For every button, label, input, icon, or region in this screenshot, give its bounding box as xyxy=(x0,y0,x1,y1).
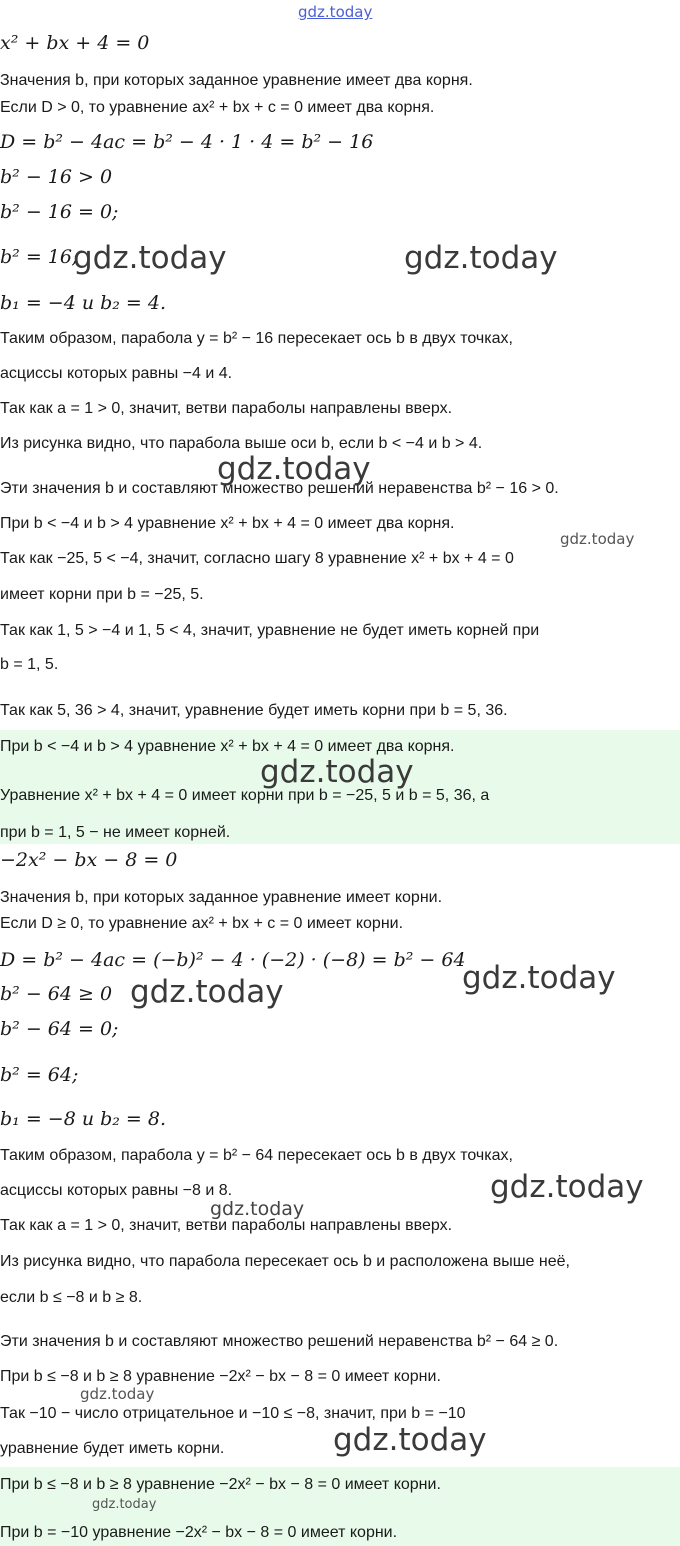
text-line: Таким образом, парабола y = b² − 16 пересекает ось b в двух точках, xyxy=(0,330,513,347)
formula-line: b² = 64; xyxy=(0,1064,79,1086)
text-line: Если D > 0, то уравнение ax² + bx + c = 0 имеет два корня. xyxy=(0,99,435,116)
watermark-text: gdz.today xyxy=(80,1385,155,1403)
answer-line: Уравнение x² + bx + 4 = 0 имеет корни при b = −25, 5 и b = 5, 36, а xyxy=(0,787,490,804)
formula-line: b₁ = −8 и b₂ = 8. xyxy=(0,1108,167,1130)
equation-2: −2x² − bx − 8 = 0 xyxy=(0,849,178,871)
answer-line: при b = 1, 5 − не имеет корней. xyxy=(0,824,231,841)
watermark-text: gdz.today xyxy=(92,1497,157,1512)
answer-line: При b = −10 уравнение −2x² − bx − 8 = 0 имеет корни. xyxy=(0,1524,398,1541)
answer-line: При b ≤ −8 и b ≥ 8 уравнение −2x² − bx − 8 = 0 имеет корни. xyxy=(0,1476,441,1493)
text-line: Эти значения b и составляют множество решений неравенства b² − 64 ≥ 0. xyxy=(0,1333,559,1350)
watermark-text: gdz.today xyxy=(490,1169,644,1205)
text-line: При b < −4 и b > 4 уравнение x² + bx + 4 = 0 имеет два корня. xyxy=(0,515,455,532)
equation-1: x² + bx + 4 = 0 xyxy=(0,32,150,54)
text-line: Значения b, при которых заданное уравнение имеет корни. xyxy=(0,889,443,906)
watermark-text: gdz.today xyxy=(73,240,227,276)
watermark-text: gdz.today xyxy=(462,960,616,996)
text-line: Значения b, при которых заданное уравнение имеет два корня. xyxy=(0,72,473,89)
watermark-text: gdz.today xyxy=(210,1198,305,1220)
watermark-top-link[interactable]: gdz.today xyxy=(298,3,373,21)
text-line: b = 1, 5. xyxy=(0,656,59,673)
text-line: имеет корни при b = −25, 5. xyxy=(0,586,204,603)
text-line: уравнение будет иметь корни. xyxy=(0,1440,225,1457)
text-line: Так как 1, 5 > −4 и 1, 5 < 4, значит, уравнение не будет иметь корней при xyxy=(0,622,540,639)
text-line: Таким образом, парабола y = b² − 64 пересекает ось b в двух точках, xyxy=(0,1147,513,1164)
formula-line: b² − 64 ≥ 0 xyxy=(0,983,113,1005)
watermark-text: gdz.today xyxy=(260,754,414,790)
watermark-text: gdz.today xyxy=(404,240,558,276)
watermark-text: gdz.today xyxy=(333,1422,487,1458)
formula-line: b² − 16 = 0; xyxy=(0,201,119,223)
text-line: Так как a = 1 > 0, значит, ветви параболы направлены вверх. xyxy=(0,400,453,417)
text-line: Из рисунка видно, что парабола пересекает ось b и расположена выше неё, xyxy=(0,1253,570,1270)
text-line: Эти значения b и составляют множество решений неравенства b² − 16 > 0. xyxy=(0,480,559,497)
watermark-text: gdz.today xyxy=(560,530,635,548)
formula-line: D = b² − 4ac = (−b)² − 4 · (−2) · (−8) = b² − 64 xyxy=(0,949,466,971)
text-line: асциссы которых равны −8 и 8. xyxy=(0,1182,233,1199)
watermark-text: gdz.today xyxy=(217,451,371,487)
text-line: Так как 5, 36 > 4, значит, уравнение будет иметь корни при b = 5, 36. xyxy=(0,702,508,719)
formula-line: b₁ = −4 и b₂ = 4. xyxy=(0,292,167,314)
text-line: Так как −25, 5 < −4, значит, согласно шагу 8 уравнение x² + bx + 4 = 0 xyxy=(0,550,514,567)
formula-line: b² − 64 = 0; xyxy=(0,1018,119,1040)
text-line: Если D ≥ 0, то уравнение ax² + bx + c = 0 имеет корни. xyxy=(0,915,404,932)
text-line: Из рисунка видно, что парабола выше оси b, если b < −4 и b > 4. xyxy=(0,435,483,452)
text-line: асциссы которых равны −4 и 4. xyxy=(0,365,233,382)
text-line: если b ≤ −8 и b ≥ 8. xyxy=(0,1289,143,1306)
text-line: Так как a = 1 > 0, значит, ветви параболы направлены вверх. xyxy=(0,1217,453,1234)
formula-line: b² = 16; xyxy=(0,246,79,268)
text-line: При b ≤ −8 и b ≥ 8 уравнение −2x² − bx − 8 = 0 имеет корни. xyxy=(0,1368,441,1385)
watermark-text: gdz.today xyxy=(130,974,284,1010)
answer-line: При b < −4 и b > 4 уравнение x² + bx + 4 = 0 имеет два корня. xyxy=(0,738,455,755)
formula-line: b² − 16 > 0 xyxy=(0,166,113,188)
text-line: Так −10 − число отрицательное и −10 ≤ −8, значит, при b = −10 xyxy=(0,1405,466,1422)
formula-line: D = b² − 4ac = b² − 4 · 1 · 4 = b² − 16 xyxy=(0,131,374,153)
